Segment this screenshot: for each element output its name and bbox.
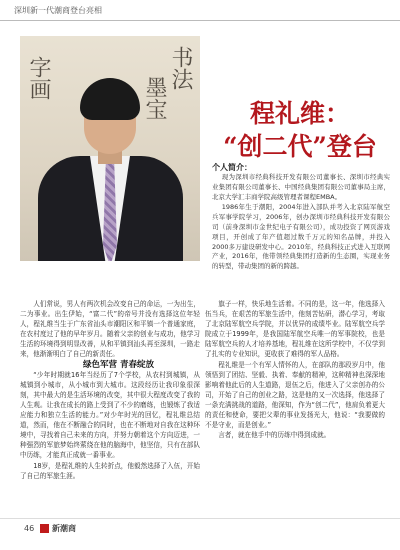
footer-divider — [0, 518, 400, 519]
person-hair — [80, 78, 140, 120]
bio-heading: 个人简介： — [212, 163, 252, 172]
magazine-name: 新潮商 — [52, 524, 76, 533]
section-heading: 绿色军营 青春绽放 — [83, 359, 154, 370]
title-subtitle: “创二代”登台 — [223, 132, 377, 161]
article-paragraph: 言者，就在他手中的历练中得到成就。 — [218, 431, 331, 440]
article-paragraph: 旗子一样，快乐地生活着。不同的是，这一年，他选择入伍当兵，在艰苦的军旅生活中，他刻苦钻研，潜心学习，考取了北京陆军航空兵学院，并以优异的成绩毕业。陆军航空兵学院成立于1999年，是我国陆军航空兵唯一的军事院校，也是陆军航空兵的人才培养基地，程礼维在这所学校中，不仅学到了扎实的专业知识，更收获了难得的军人品格。 — [205, 300, 385, 359]
article-title — [205, 98, 395, 164]
bio-body — [212, 173, 390, 273]
title-name: 程礼维： — [249, 99, 350, 128]
article-paragraph: 程礼维是一个有军人情怀的人，在部队的那段岁月中，他领悟到了团结、坚毅、执着、奉献的精神，这种精神也深深地影响着他此后的人生道路，退伍之后，他进入了父亲创办的公司，开始了自己的创业之路，这是他的又一次选择，他选择了一条充满挑战的道路，他深知，作为“创二代”，他肩负着更大的责任和使命，要把父辈的事业发扬光大，他说：“我要做的不是守业，而是创业。” — [205, 360, 385, 430]
article-column-left — [20, 299, 200, 481]
calligraphy-background: 字画 — [26, 56, 51, 100]
portrait-photo — [20, 36, 200, 261]
page-number: 46 — [24, 524, 35, 533]
calligraphy-background: 书法 — [168, 46, 193, 90]
header-section-label: 深圳新一代潮商登台亮相 — [14, 6, 102, 15]
page-header — [0, 0, 400, 21]
bio-paragraph: 现为深圳市经典科技开发有限公司董事长、深圳市经典实业集团有限公司董事长、中国经典集团有限公司董事局主席，北京大学汇丰商学院高级管理者课程EMBA。 — [212, 173, 390, 201]
magazine-logo-icon — [40, 524, 49, 533]
article-paragraph: 人们常说，男人有两次机会改变自己的命运，一为出生，二为事业。出生伊始，“富二代”的帝号并没有选择这位年轻人，程礼维当生于广东省汕头市潮阳区和平镇一个普通家庭，在农村度过了他的早年岁月。随着父亲的创业与成功，他学习生活的环境得到明显改善，从和平镇到汕头再至深圳，一路走来，他渐渐明白了自己的新责任。 — [20, 300, 200, 359]
bio-paragraph: 1986年生于潮阳，2004年进入部队并考入北京陆军航空兵军事学院学习，2006年，创办深圳市经典科技开发有限公司（前身深圳市金世纪电子有限公司），成功投资了网页游戏项目，开创成了年产值超过数千万元的知名品牌，并投入2000多万建设研发中心。2010年，经典科技正式进入互联网产业，2016年，他带领经典集团打造新的生态圈，实现业务的转型，带动集团的新的跨越。 — [212, 203, 390, 271]
article-paragraph: “少年时期就16年当经历了7个学校，从农村到城镇，从城镇到小城市，从小城市到大城市。这段经历让我印象很深刻，其中最大的是生活环境的改变，其中很大程度改变了我的人生观。让我在成长的路上受到了不少的磨练，也锻炼了我适应能力和独立生活的能力。”对少年时光的回忆，程礼维总结道，然而，他在不断融合的同时，也在不断地对自我在这种环境中，寻找着自己未来的方向，并努力朝着这个方向迈进，一种强烈的军旅梦始终萦绕在他的脑海中，他坚信，只有在部队中历练，才能真正成就一番事业。 — [20, 370, 200, 460]
calligraphy-background: 墨宝 — [142, 76, 167, 120]
article-column-right — [205, 299, 385, 440]
article-paragraph: 18岁，是程礼维的人生转折点，他毅然选择了入伍，开始了自己的军旅生涯。 — [20, 461, 200, 480]
